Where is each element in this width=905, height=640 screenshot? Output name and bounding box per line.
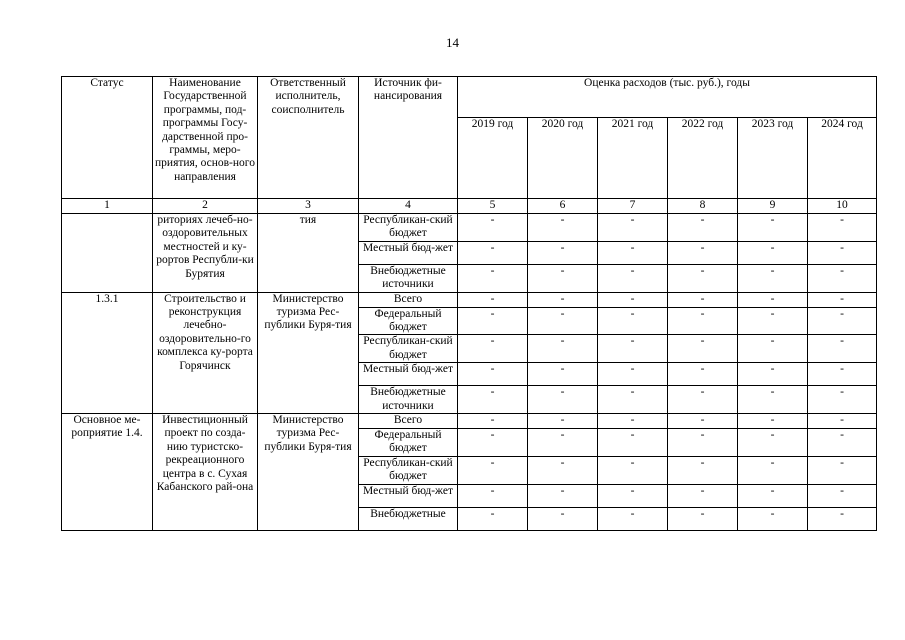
expense-value-cell: - [808, 414, 877, 429]
funding-source-cell: Местный бюд-жет [359, 241, 458, 264]
expense-value-cell: - [738, 386, 808, 414]
expense-value-cell: - [598, 363, 668, 386]
header-row [62, 77, 877, 118]
expense-value-cell: - [808, 429, 877, 457]
program-name-cell: Инвестиционный проект по созда-нию туристско-рекреационного центра в с. Сухая Кабанского рай-она [153, 414, 258, 531]
expense-value-cell: - [668, 484, 738, 507]
funding-source-cell: Республикан-ский бюджет [359, 214, 458, 242]
expense-value-cell: - [738, 484, 808, 507]
expense-value-cell: - [738, 335, 808, 363]
expense-value-cell: - [808, 335, 877, 363]
expense-value-cell: - [528, 386, 598, 414]
expense-value-cell: - [808, 292, 877, 307]
expense-value-cell: - [528, 507, 598, 530]
column-number: 6 [528, 199, 598, 214]
funding-source-cell: Федеральный бюджет [359, 307, 458, 335]
expense-value-cell: - [738, 264, 808, 292]
expense-value-cell: - [458, 214, 528, 242]
column-number: 5 [458, 199, 528, 214]
expense-value-cell: - [668, 363, 738, 386]
column-number: 9 [738, 199, 808, 214]
funding-row [62, 214, 877, 242]
program-name-cell: Строительство и реконструкция лечебно-оздоровительно-го комплекса ку-рорта Горячинск [153, 292, 258, 413]
expense-value-cell: - [738, 363, 808, 386]
program-name-cell: риториях лечеб-но-оздоровительных местностей и ку-рортов Республи-ки Бурятия [153, 214, 258, 293]
column-number: 4 [359, 199, 458, 214]
status-cell: 1.3.1 [62, 292, 153, 413]
column-number: 3 [258, 199, 359, 214]
funding-source-cell: Республикан-ский бюджет [359, 335, 458, 363]
expense-value-cell: - [668, 429, 738, 457]
expense-value-cell: - [668, 386, 738, 414]
expense-value-cell: - [458, 241, 528, 264]
funding-source-cell: Внебюджетные источники [359, 386, 458, 414]
expense-value-cell: - [598, 214, 668, 242]
expense-value-cell: - [528, 456, 598, 484]
year-header: 2024 год [808, 118, 877, 199]
expense-value-cell: - [668, 214, 738, 242]
budget-table [61, 76, 877, 531]
expense-value-cell: - [808, 456, 877, 484]
funding-source-cell: Внебюджетные [359, 507, 458, 530]
expense-value-cell: - [458, 292, 528, 307]
expense-value-cell: - [458, 484, 528, 507]
funding-source-cell: Республикан-ский бюджет [359, 456, 458, 484]
status-cell: Основное ме-роприятие 1.4. [62, 414, 153, 531]
expense-value-cell: - [738, 456, 808, 484]
expense-value-cell: - [598, 335, 668, 363]
expense-value-cell: - [738, 429, 808, 457]
expense-value-cell: - [598, 292, 668, 307]
expense-value-cell: - [808, 264, 877, 292]
expense-value-cell: - [458, 363, 528, 386]
expense-value-cell: - [738, 414, 808, 429]
expense-value-cell: - [598, 386, 668, 414]
funding-row [62, 414, 877, 429]
expense-value-cell: - [458, 335, 528, 363]
expense-value-cell: - [668, 241, 738, 264]
expense-value-cell: - [458, 456, 528, 484]
expense-value-cell: - [808, 363, 877, 386]
expense-value-cell: - [598, 429, 668, 457]
header-expense-estimate: Оценка расходов (тыс. руб.), годы [458, 77, 877, 118]
executor-cell: тия [258, 214, 359, 293]
expense-value-cell: - [528, 214, 598, 242]
expense-value-cell: - [458, 386, 528, 414]
expense-value-cell: - [528, 429, 598, 457]
header-funding-source: Источник фи-нансирования [359, 77, 458, 199]
expense-value-cell: - [668, 335, 738, 363]
expense-value-cell: - [458, 264, 528, 292]
funding-source-cell: Всего [359, 292, 458, 307]
expense-value-cell: - [598, 507, 668, 530]
expense-value-cell: - [528, 484, 598, 507]
expense-value-cell: - [808, 386, 877, 414]
expense-value-cell: - [668, 414, 738, 429]
year-header: 2022 год [668, 118, 738, 199]
expense-value-cell: - [528, 335, 598, 363]
executor-cell: Министерство туризма Рес-публики Буря-тия [258, 414, 359, 531]
year-header: 2020 год [528, 118, 598, 199]
expense-value-cell: - [528, 414, 598, 429]
column-number: 7 [598, 199, 668, 214]
column-number: 8 [668, 199, 738, 214]
expense-value-cell: - [528, 241, 598, 264]
expense-value-cell: - [598, 484, 668, 507]
expense-value-cell: - [668, 456, 738, 484]
expense-value-cell: - [598, 264, 668, 292]
header-executor: Ответственный исполнитель, соисполнитель [258, 77, 359, 199]
funding-source-cell: Местный бюд-жет [359, 363, 458, 386]
expense-value-cell: - [668, 507, 738, 530]
page-number: 14 [446, 35, 459, 50]
funding-source-cell: Федеральный бюджет [359, 429, 458, 457]
expense-value-cell: - [668, 307, 738, 335]
expense-value-cell: - [738, 292, 808, 307]
expense-value-cell: - [738, 214, 808, 242]
column-number: 10 [808, 199, 877, 214]
expense-value-cell: - [808, 241, 877, 264]
expense-value-cell: - [738, 307, 808, 335]
expense-value-cell: - [598, 307, 668, 335]
expense-value-cell: - [458, 429, 528, 457]
funding-source-cell: Внебюджетные источники [359, 264, 458, 292]
expense-value-cell: - [598, 414, 668, 429]
expense-value-cell: - [808, 214, 877, 242]
expense-value-cell: - [458, 507, 528, 530]
column-number: 2 [153, 199, 258, 214]
funding-row [62, 292, 877, 307]
column-number-row [62, 199, 877, 214]
year-header: 2019 год [458, 118, 528, 199]
funding-source-cell: Местный бюд-жет [359, 484, 458, 507]
year-header: 2023 год [738, 118, 808, 199]
funding-source-cell: Всего [359, 414, 458, 429]
status-cell [62, 214, 153, 293]
expense-value-cell: - [808, 507, 877, 530]
column-number: 1 [62, 199, 153, 214]
expense-value-cell: - [738, 241, 808, 264]
expense-value-cell: - [458, 307, 528, 335]
expense-value-cell: - [528, 307, 598, 335]
expense-value-cell: - [668, 292, 738, 307]
expense-value-cell: - [738, 507, 808, 530]
expense-value-cell: - [598, 241, 668, 264]
expense-value-cell: - [528, 292, 598, 307]
expense-value-cell: - [598, 456, 668, 484]
expense-value-cell: - [458, 414, 528, 429]
header-status: Статус [62, 77, 153, 199]
executor-cell: Министерство туризма Рес-публики Буря-тия [258, 292, 359, 413]
expense-value-cell: - [528, 264, 598, 292]
header-program-name: Наименование Государственной программы, под-программы Госу-дарственной про-граммы, меро-приятия, основ-ного направления [153, 77, 258, 199]
expense-value-cell: - [528, 363, 598, 386]
expense-value-cell: - [668, 264, 738, 292]
year-header: 2021 год [598, 118, 668, 199]
expense-value-cell: - [808, 484, 877, 507]
expense-value-cell: - [808, 307, 877, 335]
